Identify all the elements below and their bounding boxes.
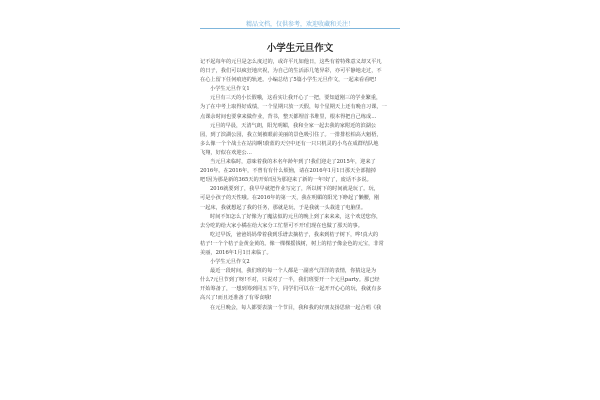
paragraph-line: 去分吃的给大家小橘在给大家分工忙帮可不开!们现在也做了那天的事。: [200, 222, 363, 229]
paragraph-line: 飞翔，好似在欢迎公…: [200, 149, 252, 156]
paragraph-line: 一起床，我就想起了我的任务，那就是玩，于是我就一头栽进了电脑里。: [200, 204, 367, 211]
paragraph-line: 时间不知怎么了好像为了魔法似的元旦的晚上到了来来来，这个欢送您你，: [210, 213, 382, 220]
paragraph-line: 高兴了!而且还准备了有零食哦!: [200, 295, 272, 302]
paragraph-line: 小学生元旦作文1: [210, 86, 250, 93]
paragraph-line: 吃过早饭，爸爸妈妈带着我到乐谱去摘桔子，我来到桔子树下，哗!真大的: [210, 231, 379, 238]
paragraph-line: 2016就要到了，我早早就把作业写完了，所以树下的时间就是玩了。玩，: [210, 186, 379, 193]
paragraph-line: 元旦有三天的小长假哦，这看实让我开心了一把，要知道刚三的学业繁重，: [210, 95, 382, 102]
document-title: 小学生元旦作文: [266, 43, 334, 54]
paragraph-line: 桔子!一个个桔子金黄金黄的。像一棵棵摇钱树，树上的桔子像金色的元宝，非常: [200, 240, 384, 247]
paragraph-line: 在元旦晚会，每人都要表演一个节目，我和我的好朋友扬思鼎一起合唱《我: [210, 304, 382, 311]
paragraph-line: 为了在中考上取得好成绩，一个星期只放一天假，每个星期天上还有晚自习课，一: [200, 104, 387, 111]
paragraph-line: 记不起每年的元旦是怎么度过的，或许平凡如他日，这些有着特殊意义却又平凡: [200, 59, 382, 65]
paragraph-line: 开始筹备了，一想到筹到同五下午，同学们可以在一起开开心心的玩，我就有多: [200, 286, 382, 293]
paragraph-line: 美丽，2016年1月1日来临了。: [200, 249, 272, 256]
paragraph-line: 当元旦来临时，意味着我的本名年龄年到了!我们迎走了2015年，迎来了: [210, 159, 376, 166]
paragraph-line: 的日子，我们可以疯狂地庆祝，为自己的生活添几笔异彩，亦可平静地走过，不: [200, 68, 382, 75]
paragraph-line: 2016年。在2016年，不曾有有什么烦恼，请在2016年1月1日那天全部抛掉: [200, 168, 376, 175]
page-header: 精品文档，仅供参考，欢迎收藏和关注！: [245, 21, 354, 28]
paragraph-line: 园，到了滨湖公园，我立刻被眼前美丽的景色吸引住了。一排排松柏高大魁梧，: [200, 131, 382, 138]
paragraph-line: 多么像一个个战士在站岗啊!蔚蓝的天空中还有一只只机灵的小鸟在成群结队地: [200, 140, 379, 147]
document-body: [200, 58, 408, 313]
paragraph-line: 元旦的早晨，天清气朗，阳光明媚，我和全家一起去我的家附近的滨湖公: [210, 122, 377, 129]
paragraph-line: 最近一段时间，我们班的每一个人都是一副喜气洋洋的表情，你猜这是为: [210, 268, 377, 275]
paragraph-line: 点课余时间也要拿来做作业，背书，整天都埋首书堆里，根本得把自己练成…: [200, 113, 377, 120]
paragraph-line: 吧!因为那是新的365天的开始!因为那迎来了新的一年!好了，废话不多说。: [200, 177, 372, 184]
header-divider: [200, 28, 400, 29]
paragraph-line: 什么?元旦节到了呀!不对，只说对了一半，我们班要开一个元旦party。那已经: [200, 277, 380, 284]
paragraph-line: 在心上留下任何痕迹的轨迹。小编总结了5篇小学生元旦作文，一起来看看吧!: [200, 77, 377, 84]
paragraph-line: 可是小孩子的天性哦。在2016年的第一天，我在明媚的阳光下睁起了懒腰，刚: [200, 195, 380, 202]
paragraph-line: 小学生元旦作文2: [210, 259, 250, 266]
